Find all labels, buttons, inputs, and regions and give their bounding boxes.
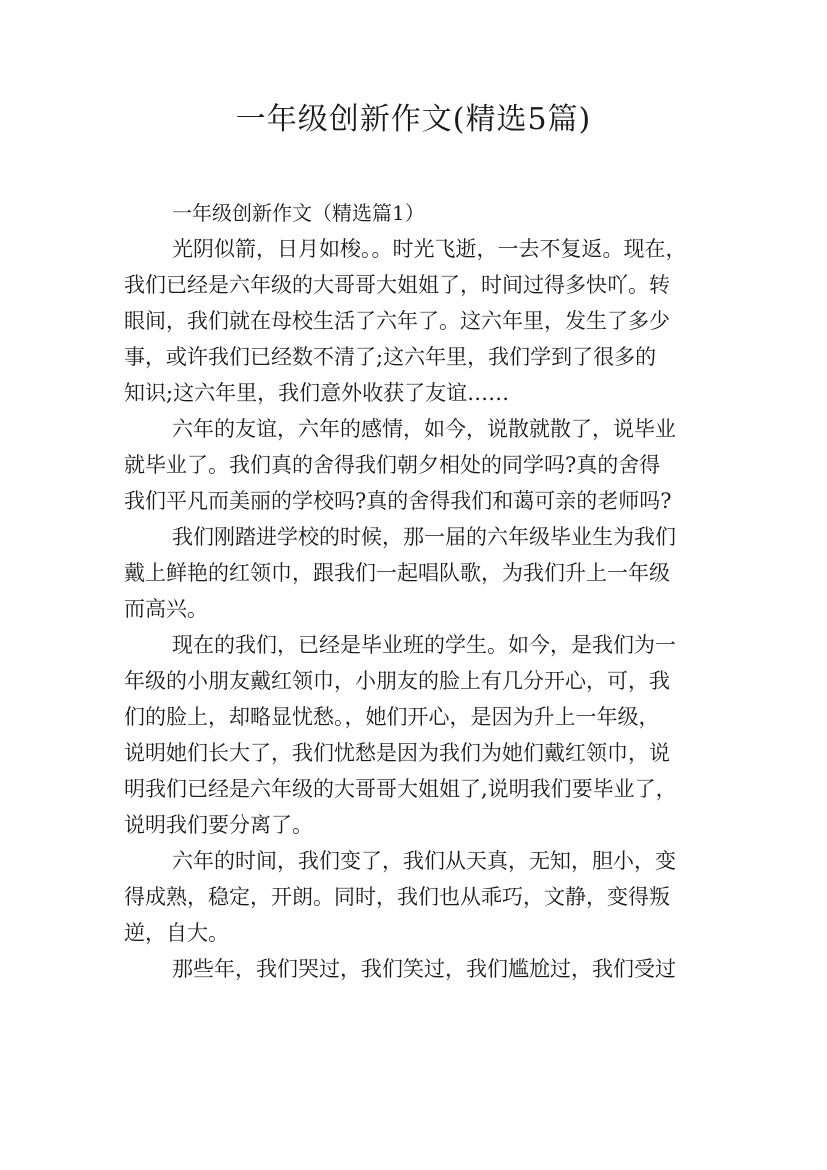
- paragraph: [124, 411, 704, 519]
- paragraph-line: 那些年，我们哭过，我们笑过，我们尴尬过，我们受过: [172, 957, 676, 981]
- paragraph-line: 我们已经是六年级的大哥哥大姐姐了，时间过得多快吖。转: [124, 273, 670, 297]
- paragraph-line: 现在的我们，已经是毕业班的学生。如今，是我们为一: [172, 633, 676, 657]
- paragraph-line: 光阴似箭，日月如梭。。时光飞逝，一去不复返。现在，: [172, 237, 687, 261]
- section-heading: 一年级创新作文（精选篇1）: [172, 201, 425, 225]
- paragraph-line: 年级的小朋友戴红领巾，小朋友的脸上有几分开心，可，我: [124, 669, 670, 693]
- paragraph-line: 六年的友谊，六年的感情，如今，说散就散了，说毕业: [172, 417, 676, 441]
- paragraph-line: 得成熟，稳定，开朗。同时，我们也从乖巧，文静，变得叛: [124, 885, 670, 909]
- paragraph: [124, 231, 704, 411]
- paragraph-line: 逆，自大。: [124, 921, 229, 945]
- document-body: [124, 195, 704, 987]
- paragraph-line: 就毕业了。我们真的舍得我们朝夕相处的同学吗?真的舍得: [124, 453, 661, 477]
- paragraph: [124, 519, 704, 627]
- paragraph: [124, 843, 704, 951]
- paragraph-line: 说明我们要分离了。: [124, 813, 313, 837]
- paragraph: [124, 951, 704, 987]
- paragraph-line: 而高兴。: [124, 597, 208, 621]
- paragraph: [124, 627, 704, 843]
- paragraph-line: 说明她们长大了，我们忧愁是因为我们为她们戴红领巾，说: [124, 741, 670, 765]
- paragraph-line: 我们平凡而美丽的学校吗?真的舍得我们和蔼可亲的老师吗?: [124, 489, 672, 513]
- paragraph-line: 眼间，我们就在母校生活了六年了。这六年里，发生了多少: [124, 309, 670, 333]
- paragraph-line: 们的脸上，却略显忧愁。，她们开心，是因为升上一年级，: [124, 705, 660, 729]
- paragraph-line: 六年的时间，我们变了，我们从天真，无知，胆小，变: [172, 849, 676, 873]
- document-title: 一年级创新作文(精选5篇): [235, 102, 592, 137]
- paragraph-line: 知识;这六年里，我们意外收获了友谊……: [124, 381, 510, 405]
- paragraph-line: 明我们已经是六年级的大哥哥大姐姐了,说明我们要毕业了，: [124, 777, 677, 801]
- paragraph-line: 戴上鲜艳的红领巾，跟我们一起唱队歌，为我们升上一年级: [124, 561, 670, 585]
- paragraph-line: 事，或许我们已经数不清了;这六年里，我们学到了很多的: [124, 345, 657, 369]
- paragraph-line: 我们刚踏进学校的时候，那一届的六年级毕业生为我们: [172, 525, 676, 549]
